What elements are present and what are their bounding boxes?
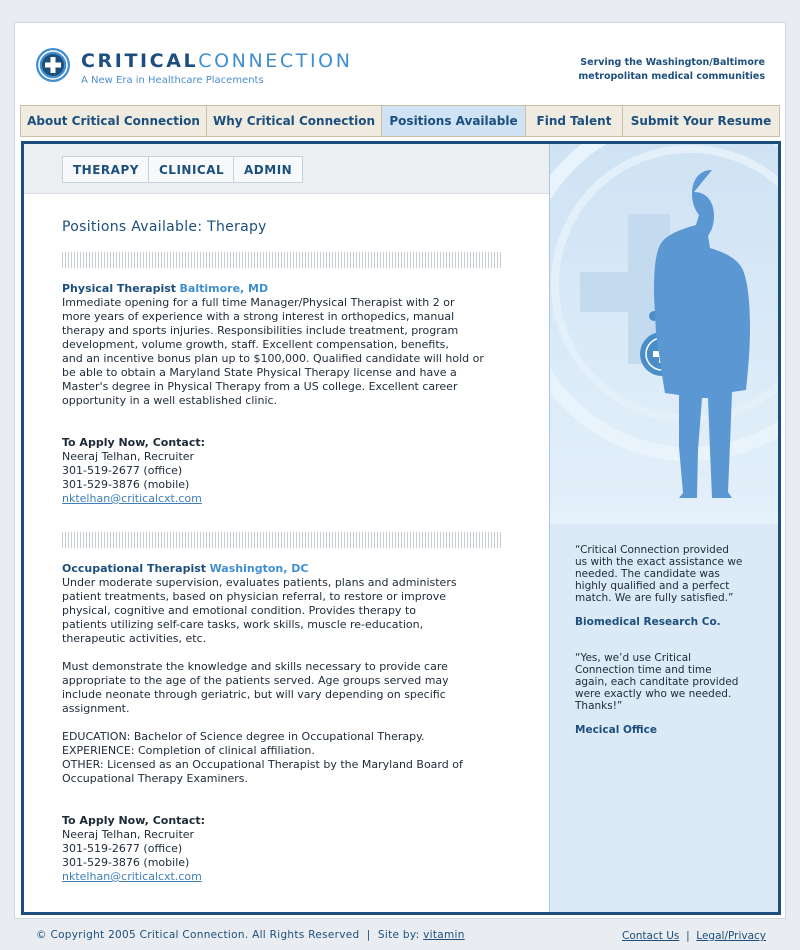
- job-location: Washington, DC: [209, 562, 309, 575]
- brand-tagline: A New Era in Healthcare Placements: [81, 75, 264, 86]
- job-description: Immediate opening for a full time Manager/Physical Therapist with 2 or more years of experience with a strong interest in orthopedics, manual therapy and sports injuries. Responsibilities include treatment, program development, volume growth, staff. Excellent compensation, benefits, and an incentive bonus plan up to $100,000. Qualified candidate will hold or be able to obtain a Maryland State Physical Therapy license and have a Master's degree in Physical Therapy from a US college. Excellent career opportunity in a well established clinic.: [62, 296, 484, 407]
- category-tabs: [24, 144, 549, 194]
- phone-mobile: 301-529-3876 (mobile): [62, 478, 190, 491]
- page-title: Positions Available: Therapy: [62, 219, 267, 235]
- tab-admin[interactable]: ADMIN: [233, 156, 303, 183]
- phone-office: 301-519-2677 (office): [62, 842, 183, 855]
- job-description: Under moderate supervision, evaluates patients, plans and administers patient treatments, based on physician referral, to restore or improve physical, cognitive and emotional condition. Provides therapy to patients utilizing self-care tasks, work skills, muscle re-education, therapeutic activities, etc.: [62, 576, 457, 645]
- email-link[interactable]: nktelhan@criticalcxt.com: [62, 492, 202, 505]
- apply-contact: [62, 814, 512, 884]
- nav-positions-available[interactable]: Positions Available: [382, 106, 526, 136]
- testimonial-source: Mecical Office: [575, 724, 657, 736]
- recruiter-name: Neeraj Telhan, Recruiter: [62, 828, 195, 841]
- brand-name: [81, 50, 353, 72]
- testimonials: [575, 544, 760, 760]
- footer-links: [622, 930, 766, 942]
- medical-cross-icon: [35, 47, 71, 83]
- footer-separator: |: [366, 929, 371, 941]
- job-location: Baltimore, MD: [179, 282, 269, 295]
- service-area-statement: [565, 56, 765, 84]
- email-link[interactable]: nktelhan@criticalcxt.com: [62, 870, 202, 883]
- main-navigation: [20, 105, 780, 137]
- phone-office: 301-519-2677 (office): [62, 464, 183, 477]
- main-content: [24, 144, 549, 912]
- copyright-text: © Copyright 2005 Critical Connection. All Rights Reserved: [36, 929, 360, 941]
- testimonial-quote: “Yes, we’d use Critical Connection time and time again, each canditate provided were exactly who we needed. Thanks!”: [575, 652, 739, 712]
- page-container: [14, 22, 786, 919]
- apply-contact: [62, 436, 512, 506]
- job-title: Occupational Therapist: [62, 562, 207, 575]
- nav-submit-resume[interactable]: Submit Your Resume: [630, 114, 772, 128]
- tab-therapy[interactable]: THERAPY: [62, 156, 150, 183]
- recruiter-name: Neeraj Telhan, Recruiter: [62, 450, 195, 463]
- job-title: Physical Therapist: [62, 282, 177, 295]
- tab-clinical[interactable]: CLINICAL: [148, 156, 235, 183]
- brand-name-part1: CRITICAL: [81, 50, 199, 72]
- footer-separator: |: [686, 930, 690, 942]
- divider: [62, 532, 502, 548]
- site-logo[interactable]: [35, 47, 353, 111]
- positions-article: [62, 220, 512, 884]
- job-qualifications: EDUCATION: Bachelor of Science degree in Occupational Therapy. EXPERIENCE: Completion of clinical affiliation. OTHER: Licensed as an Occupational Therapist by the Maryland Board of Occupational Therapy Examiners.: [62, 730, 463, 785]
- content-frame: [21, 141, 781, 915]
- service-area-line-1: Serving the Washington/Baltimore: [580, 57, 765, 68]
- nav-why[interactable]: Why Critical Connection: [207, 106, 382, 136]
- phone-mobile: 301-529-3876 (mobile): [62, 856, 190, 869]
- contact-us-link[interactable]: Contact Us: [622, 930, 680, 942]
- legal-privacy-link[interactable]: Legal/Privacy: [696, 930, 766, 942]
- job-listing: [62, 562, 512, 884]
- apply-heading: To Apply Now, Contact:: [62, 436, 206, 449]
- doctor-silhouette: [550, 144, 779, 524]
- nav-about[interactable]: About Critical Connection: [21, 106, 207, 136]
- service-area-line-2: metropolitan medical communities: [578, 71, 765, 82]
- site-by-label: Site by:: [377, 929, 420, 941]
- sidebar: [549, 144, 778, 912]
- testimonial-source: Biomedical Research Co.: [575, 616, 721, 628]
- divider: [62, 252, 502, 268]
- job-requirements: Must demonstrate the knowledge and skills necessary to provide care appropriate to the age of the patients served. Age groups served may include neonate through geriatric, but will vary depending on specific assignment.: [62, 660, 449, 715]
- footer-copyright: [36, 929, 465, 941]
- site-by-link[interactable]: vitamin: [423, 929, 465, 941]
- brand-name-part2: CONNECTION: [198, 50, 353, 72]
- testimonial-quote: “Critical Connection provided us with the exact assistance we needed. The candidate was highly qualified and a perfect match. We are fully satisfied.”: [575, 544, 743, 604]
- nav-find-talent[interactable]: Find Talent: [526, 106, 623, 136]
- job-listing: [62, 282, 512, 506]
- apply-heading: To Apply Now, Contact:: [62, 814, 206, 827]
